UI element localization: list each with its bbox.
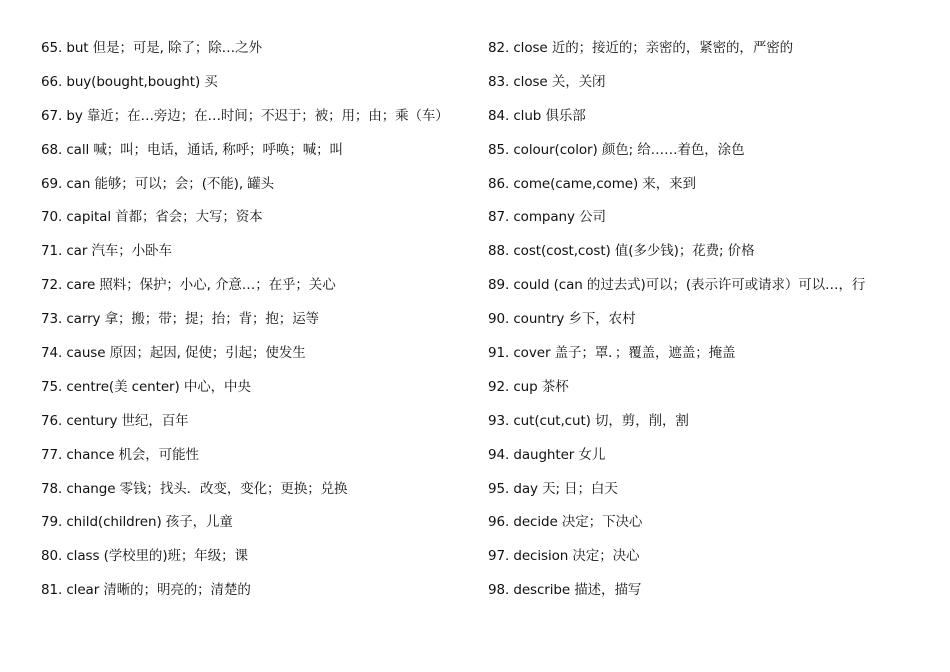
- vocab-entry: 84. club 俱乐部: [488, 107, 586, 124]
- vocab-entry: 82. close 近的；接近的；亲密的，紧密的，严密的: [488, 40, 794, 56]
- vocab-entry: 76. century 世纪，百年: [41, 412, 189, 429]
- vocab-entry: 91. cover 盖子；罩．；覆盖，遮盖；掩盖: [488, 345, 736, 362]
- vocab-entry: 79. child(children) 孩子，儿童: [41, 514, 233, 531]
- vocab-entry: 85. colour(color) 颜色; 给……着色，涂色: [488, 141, 745, 158]
- vocab-entry: 66. buy(bought,bought) 买: [41, 73, 218, 90]
- vocab-entry: 86. come(came,come) 来，来到: [488, 175, 696, 192]
- vocab-entry: 89. could (can 的过去式)可以；(表示许可或请求）可以…，行: [488, 277, 866, 294]
- vocab-entry: 81. clear 清晰的；明亮的；清楚的: [41, 582, 251, 599]
- vocab-entry: 78. change 零钱；找头．改变，变化；更换；兑换: [41, 480, 348, 497]
- vocab-entry: 80. class (学校里的)班；年级；课: [41, 548, 248, 565]
- vocabulary-column-right: [488, 38, 928, 614]
- vocab-entry: 93. cut(cut,cut) 切，剪，削，割: [488, 412, 689, 429]
- vocab-entry: 83. close 关，关闭: [488, 73, 606, 90]
- vocab-entry: 87. company 公司: [488, 209, 606, 226]
- vocab-entry: 74. cause 原因；起因, 促使；引起；使发生: [41, 345, 306, 362]
- vocab-entry: 70. capital 首都；省会；大写；资本: [41, 209, 263, 226]
- vocab-entry: 68. call 喊；叫；电话，通话, 称呼；呼唤；喊；叫: [41, 141, 343, 158]
- vocab-entry: 71. car 汽车；小卧车: [41, 243, 172, 260]
- vocab-entry: 88. cost(cost,cost) 值(多少钱)；花费; 价格: [488, 243, 755, 260]
- vocab-entry: 65. but 但是；可是, 除了；除…之外: [41, 40, 262, 56]
- vocab-entry: 77. chance 机会，可能性: [41, 446, 199, 463]
- vocab-entry: 72. care 照料；保护；小心, 介意…；在乎；关心: [41, 277, 336, 294]
- vocab-entry: 95. day 天; 日；白天: [488, 480, 618, 497]
- vocab-entry: 92. cup 茶杯: [488, 378, 569, 395]
- vocab-entry: 90. country 乡下，农村: [488, 311, 636, 328]
- vocab-entry: 97. decision 决定；决心: [488, 548, 640, 565]
- vocab-entry: 98. describe 描述，描写: [488, 582, 642, 599]
- vocabulary-column-left: [41, 38, 471, 614]
- vocab-entry: 73. carry 拿；搬；带；提；抬；背；抱；运等: [41, 311, 319, 328]
- vocab-entry: 96. decide 决定；下决心: [488, 514, 643, 531]
- vocab-entry: 67. by 靠近；在…旁边；在…时间；不迟于；被；用；由；乘（车）: [41, 107, 449, 124]
- vocab-entry: 75. centre(美 center) 中心，中央: [41, 378, 251, 395]
- vocab-entry: 69. can 能够；可以；会；(不能), 罐头: [41, 175, 275, 192]
- vocab-entry: 94. daughter 女儿: [488, 446, 606, 463]
